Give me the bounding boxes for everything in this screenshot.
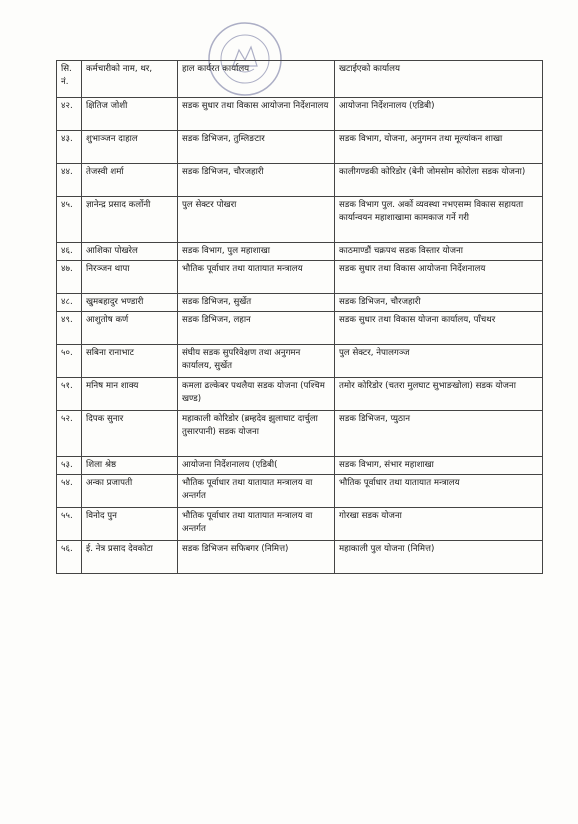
header-serial: सि. नं. — [57, 61, 82, 98]
header-employee-name: कर्मचारीको नाम, थर, — [82, 61, 178, 98]
table-row — [57, 294, 543, 312]
row-serial: ४५. — [57, 197, 82, 243]
row-employee-name: अन्का प्रजापती — [82, 475, 178, 508]
row-serial: ४६. — [57, 243, 82, 261]
row-deputed-office: तमोर कोरिडोर (चतरा मुलघाट सुभाङखोला) सडक योजना — [335, 378, 543, 411]
row-employee-name: ज्ञानेन्द्र प्रसाद कर्लोनी — [82, 197, 178, 243]
table-row — [57, 98, 543, 131]
row-deputed-office: सडक विभाग, योजना, अनुगमन तथा मूल्यांकन शाखा — [335, 131, 543, 164]
row-employee-name: विनोद पुन — [82, 508, 178, 541]
row-deputed-office: कालीगण्डकी कोरिडोर (बेनी जोमसोम कोरोला सडक योजना) — [335, 164, 543, 197]
row-serial: ५२. — [57, 411, 82, 457]
row-deputed-office: सडक विभाग पुल. अर्को व्यवस्था नभएसम्म विकास सहायता कार्यान्वयन महाशाखामा कामकाज गर्ने गरी — [335, 197, 543, 243]
row-current-office: भौतिक पूर्वाधार तथा यातायात मन्त्रालय वा अन्तर्गत — [178, 475, 335, 508]
row-current-office: सडक डिभिजन, चौरजहारी — [178, 164, 335, 197]
table-row — [57, 345, 543, 378]
row-current-office: कमला ढल्केबर पथलैया सडक योजना (पश्चिम खण्ड) — [178, 378, 335, 411]
row-serial: ५५. — [57, 508, 82, 541]
row-current-office: पुल सेक्टर पोखरा — [178, 197, 335, 243]
row-employee-name: सबिना रानाभाट — [82, 345, 178, 378]
row-serial: ४८. — [57, 294, 82, 312]
row-deputed-office: काठमाण्डौं चक्रपथ सडक विस्तार योजना — [335, 243, 543, 261]
row-deputed-office: पुल सेक्टर, नेपालगञ्ज — [335, 345, 543, 378]
row-current-office: भौतिक पूर्वाधार तथा यातायात मन्त्रालय वा अन्तर्गत — [178, 508, 335, 541]
row-employee-name: मनिष मान शाक्य — [82, 378, 178, 411]
row-current-office: संघीय सडक सुपरिवेक्षण तथा अनुगमन कार्यालय, सुर्खेत — [178, 345, 335, 378]
row-current-office: भौतिक पूर्वाधार तथा यातायात मन्त्रालय — [178, 261, 335, 294]
row-serial: ५०. — [57, 345, 82, 378]
row-current-office: महाकाली कोरिडोर (ब्रम्हदेव झुलाघाट दार्चुला तुसारपानी) सडक योजना — [178, 411, 335, 457]
staff-deputation-table — [56, 60, 543, 574]
row-deputed-office: सडक सुधार तथा विकास आयोजना निर्देशनालय — [335, 261, 543, 294]
row-current-office: आयोजना निर्देशनालय (एडिबी( — [178, 457, 335, 475]
row-serial: ४४. — [57, 164, 82, 197]
row-serial: ५६. — [57, 541, 82, 574]
row-employee-name: तेजस्वी शर्मा — [82, 164, 178, 197]
header-deputed-office: खटाईएको कार्यालय — [335, 61, 543, 98]
row-serial: ५४. — [57, 475, 82, 508]
row-deputed-office: सडक सुधार तथा विकास योजना कार्यालय, पाँचथर — [335, 312, 543, 345]
table-row — [57, 378, 543, 411]
table-row — [57, 261, 543, 294]
table-row — [57, 197, 543, 243]
row-employee-name: शिला श्रेष्ठ — [82, 457, 178, 475]
row-employee-name: क्षितिज जोशी — [82, 98, 178, 131]
table-row — [57, 541, 543, 574]
row-serial: ४३. — [57, 131, 82, 164]
row-deputed-office: सडक विभाग, संभार महाशाखा — [335, 457, 543, 475]
table-header-row — [57, 61, 543, 98]
row-current-office: सडक विभाग, पुल महाशाखा — [178, 243, 335, 261]
row-deputed-office: सडक डिभिजन, चौरजहारी — [335, 294, 543, 312]
table-row — [57, 243, 543, 261]
row-deputed-office: भौतिक पूर्वाधार तथा यातायात मन्त्रालय — [335, 475, 543, 508]
table-row — [57, 508, 543, 541]
row-employee-name: आशुतोष कर्ण — [82, 312, 178, 345]
row-serial: ४७. — [57, 261, 82, 294]
row-deputed-office: महाकाली पुल योजना (निमित्त) — [335, 541, 543, 574]
row-serial: ५३. — [57, 457, 82, 475]
row-employee-name: शुभाञ्जन दाहाल — [82, 131, 178, 164]
table-row — [57, 411, 543, 457]
row-deputed-office: गोरखा सडक योजना — [335, 508, 543, 541]
row-deputed-office: सडक डिभिजन, प्युठान — [335, 411, 543, 457]
header-current-office: हाल कार्यरत कार्यालय — [178, 61, 335, 98]
row-serial: ४९. — [57, 312, 82, 345]
row-deputed-office: आयोजना निर्देशनालय (एडिबी) — [335, 98, 543, 131]
row-serial: ५१. — [57, 378, 82, 411]
row-current-office: सडक डिभिजन, तुम्लिङटार — [178, 131, 335, 164]
row-serial: ४२. — [57, 98, 82, 131]
row-employee-name: आशिका पोखरेल — [82, 243, 178, 261]
table-row — [57, 131, 543, 164]
row-employee-name: ई. नेत्र प्रसाद देवकोटा — [82, 541, 178, 574]
table-row — [57, 312, 543, 345]
row-employee-name: दिपक सुनार — [82, 411, 178, 457]
table-row — [57, 475, 543, 508]
row-current-office: सडक डिभिजन सफिबगर (निमित्त) — [178, 541, 335, 574]
row-employee-name: निरञ्जन थापा — [82, 261, 178, 294]
row-current-office: सडक डिभिजन, लहान — [178, 312, 335, 345]
row-employee-name: खुमबहादुर भण्डारी — [82, 294, 178, 312]
row-current-office: सडक डिभिजन, सुर्खेत — [178, 294, 335, 312]
table-row — [57, 457, 543, 475]
table-row — [57, 164, 543, 197]
row-current-office: सडक सुधार तथा विकास आयोजना निर्देशनालय — [178, 98, 335, 131]
